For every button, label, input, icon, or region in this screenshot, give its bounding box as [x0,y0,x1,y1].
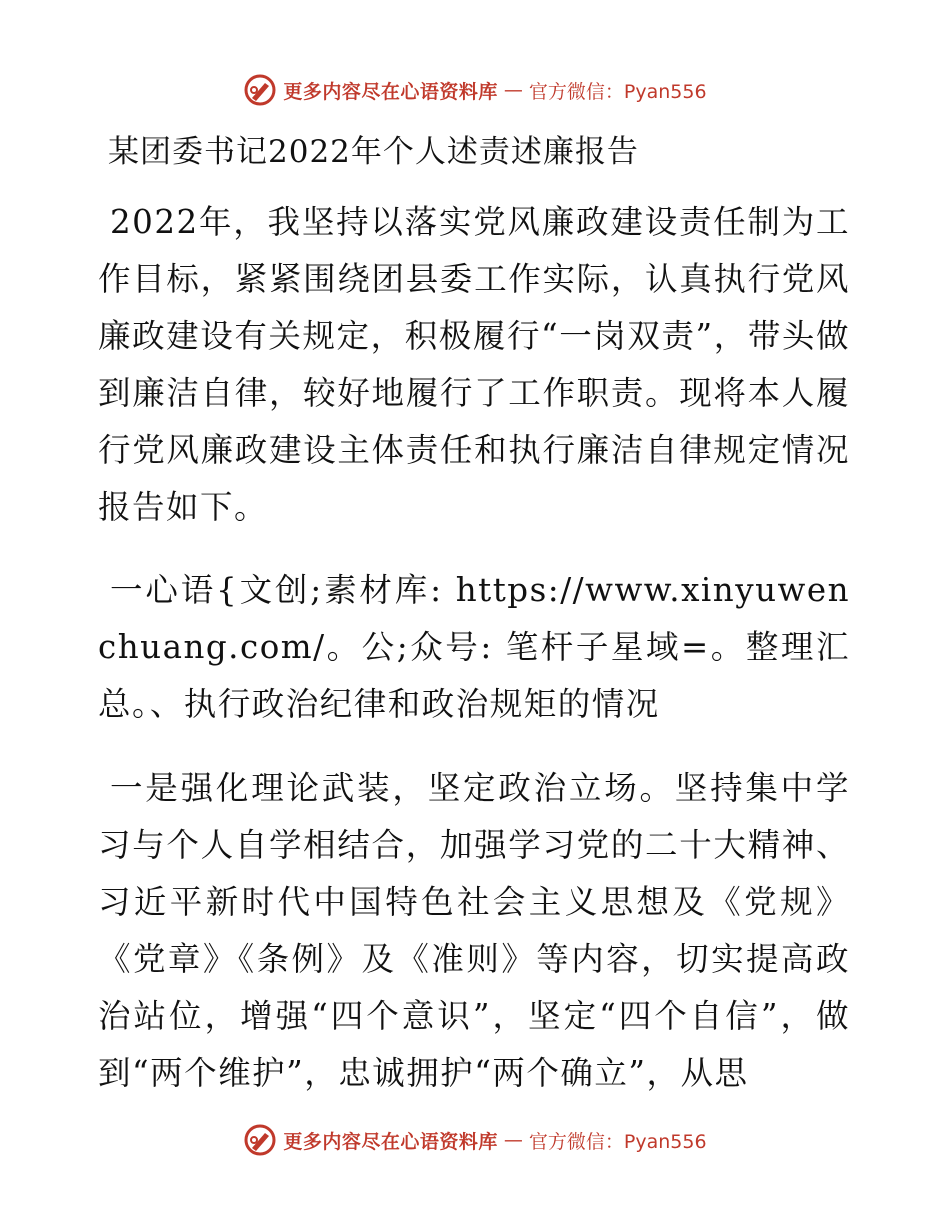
banner-text: 更多内容尽在心语资料库 [283,80,498,103]
banner-contact: 官方微信：Pyan556 [528,80,707,103]
banner-separator: — [503,79,523,101]
banner-contact: 官方微信：Pyan556 [528,1130,707,1153]
pen-logo-icon [243,73,277,107]
paragraph-intro: 2022年，我坚持以落实党风廉政建设责任制为工作目标，紧紧围绕团县委工作实际，认真执行党风廉政建设有关规定，积极履行“一岗双责”，带头做到廉洁自律，较好地履行了工作职责。现将本人履行党风廉政建设主体责任和执行廉洁自律规定情况报告如下。 [98,203,850,526]
banner-text: 更多内容尽在心语资料库 [283,1130,498,1153]
banner-separator: — [503,1129,523,1151]
paragraph-point-one: 一是强化理论武装，坚定政治立场。坚持集中学习与个人自学相结合，加强学习党的二十大精神、习近平新时代中国特色社会主义思想及《党规》《党章》《条例》及《准则》等内容，切实提高政治站位，增强“四个意识”，坚定“四个自信”，做到“两个维护”，忠诚拥护“两个确立”，从思 [98,769,850,1092]
paragraph-section-heading: 一心语{文创;素材库: https://www.xinyuwenchuang.com/。公;众号: 笔杆子星域=。整理汇总。、执行政治纪律和政治规矩的情况 [98,571,850,723]
pen-logo-icon [243,1123,277,1157]
footer-banner [0,1120,950,1160]
header-banner [0,70,950,110]
document-title: 某团委书记2022年个人述责述廉报告 [108,134,639,170]
